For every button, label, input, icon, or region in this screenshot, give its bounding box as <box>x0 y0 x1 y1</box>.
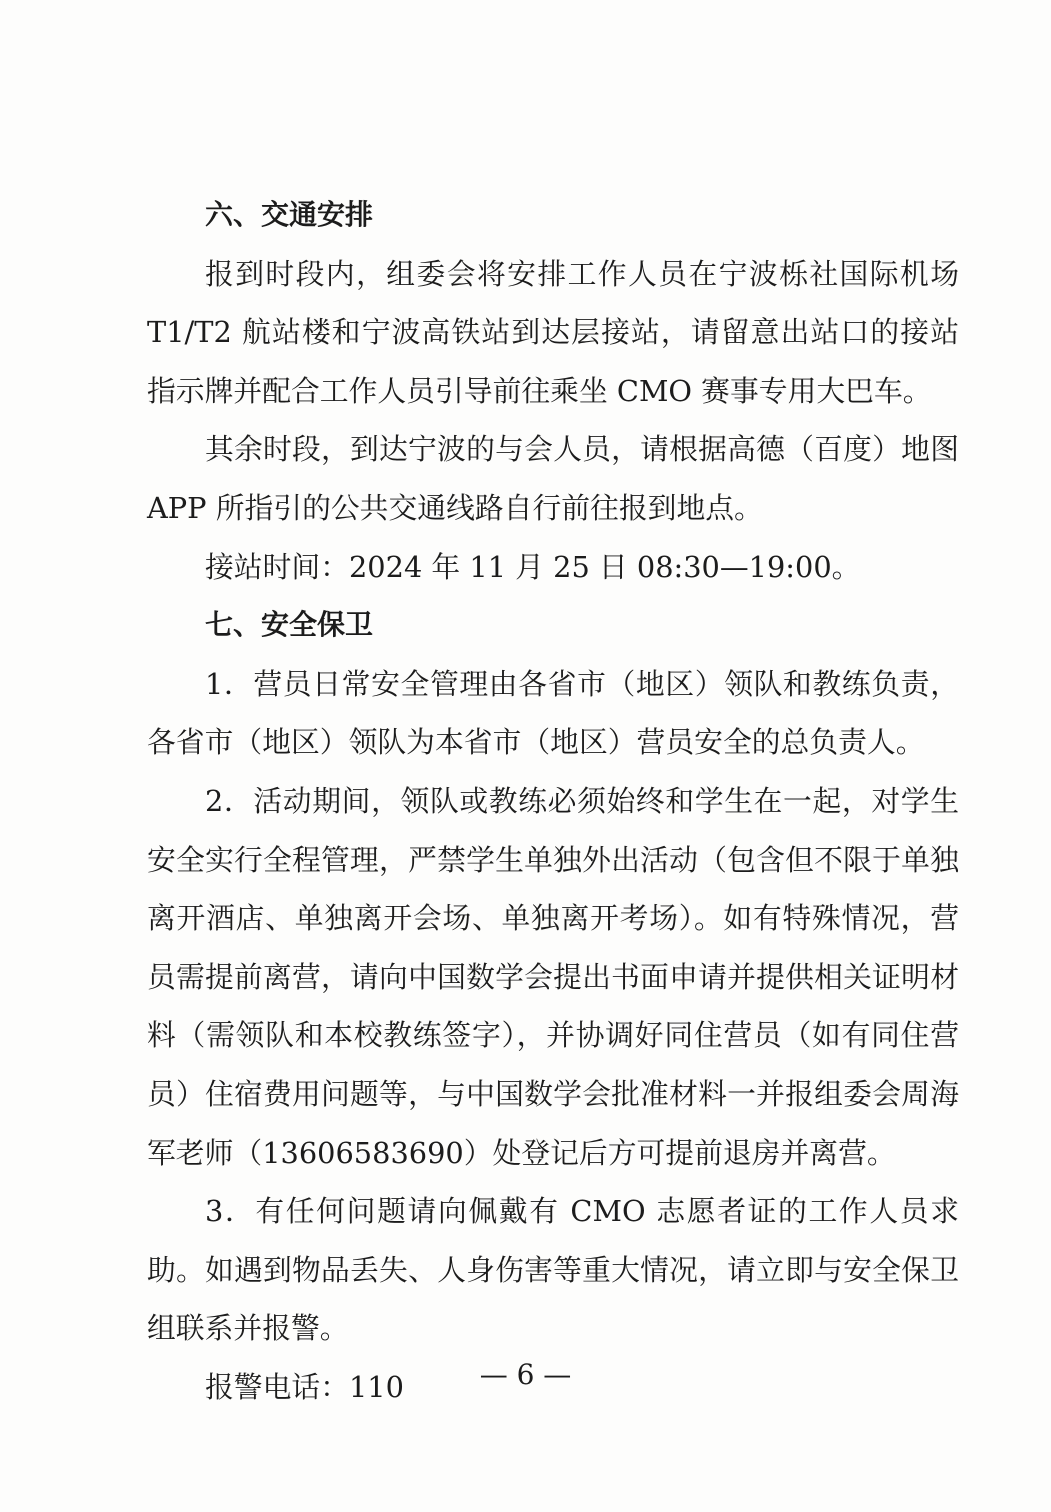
paragraph-transport-arrangement: 报到时段内，组委会将安排工作人员在宁波栎社国际机场T1/T2 航站楼和宁波高铁站到达层接站，请留意出站口的接站指示牌并配合工作人员引导前往乘坐 CMO 赛事专用大巴车。 <box>147 256 959 408</box>
paragraph-emergency-phone: 报警电话：110 <box>205 1369 404 1404</box>
paragraph-security-item-3: 3．有任何问题请向佩戴有 CMO 志愿者证的工作人员求助。如遇到物品丢失、人身伤害等重大情况，请立即与安全保卫组联系并报警。 <box>147 1194 959 1346</box>
section-heading-transport: 六、交通安排 <box>205 198 374 231</box>
paragraph-security-item-2: 2．活动期间，领队或教练必须始终和学生在一起，对学生安全实行全程管理，严禁学生单独外出活动（包含但不限于单独离开酒店、单独离开会场、单独离开考场）。如有特殊情况，营员需提前离营，请向中国数学会提出书面申请并提供相关证明材料（需领队和本校教练签字），并协调好同住营员（如有同住营员）住宿费用问题等，与中国数学会批准材料一并报组委会周海军老师（13606583690）处登记后方可提前退房并离营。 <box>147 783 959 1170</box>
paragraph-transport-other-times: 其余时段，到达宁波的与会人员，请根据高德（百度）地图APP 所指引的公共交通线路自行前往报到地点。 <box>147 432 959 525</box>
paragraph-security-item-1: 1．营员日常安全管理由各省市（地区）领队和教练负责，各省市（地区）领队为本省市（地区）营员安全的总负责人。 <box>147 666 959 760</box>
page-number: — 6 — <box>479 1358 572 1391</box>
document-body <box>147 186 959 1416</box>
section-heading-security: 七、安全保卫 <box>205 608 374 642</box>
paragraph-pickup-time: 接站时间：2024 年 11 月 25 日 08:30—19:00。 <box>205 549 861 584</box>
